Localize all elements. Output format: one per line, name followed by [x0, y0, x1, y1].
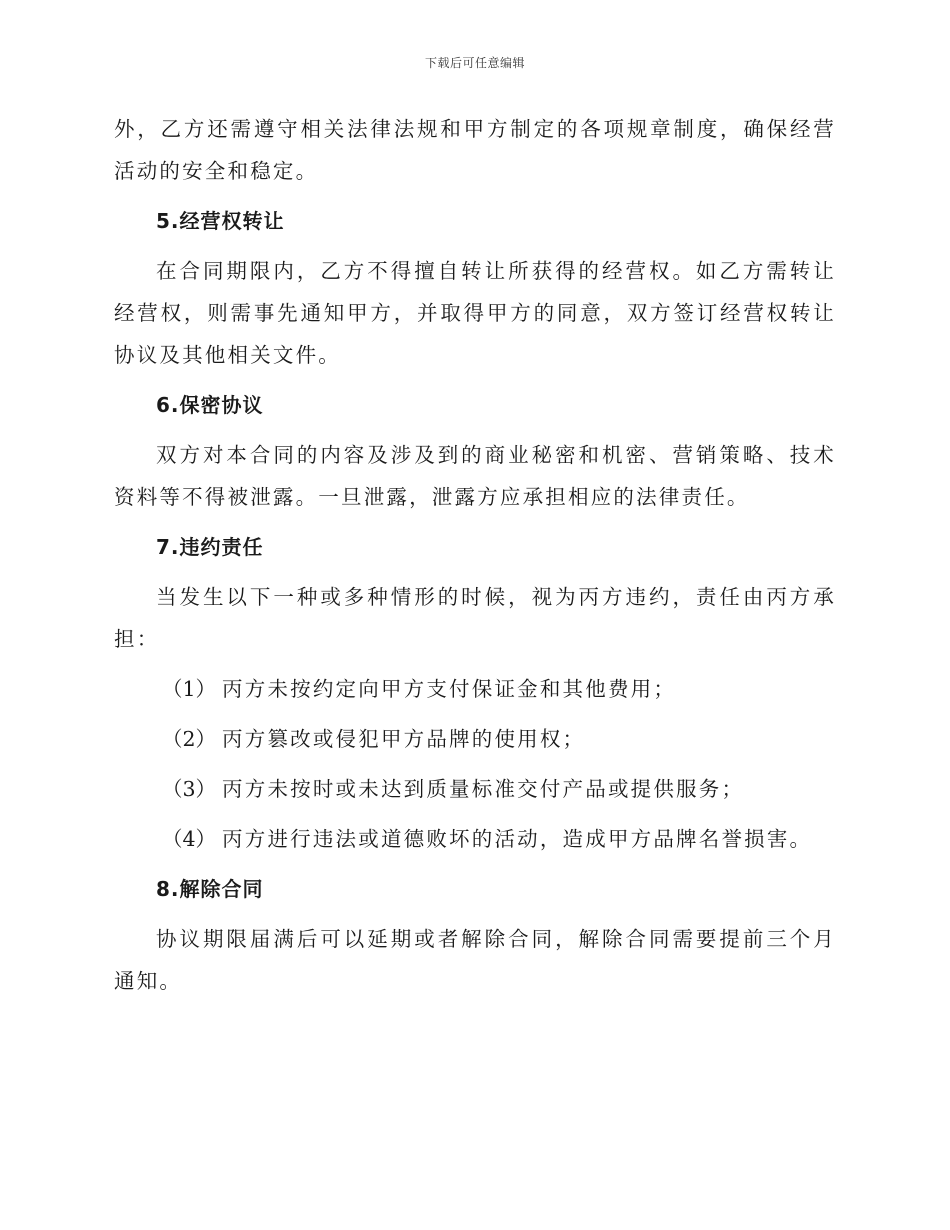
list-item-text: 丙方篡改或侵犯甲方品牌的使用权； [222, 727, 586, 751]
section-5-title: 5.经营权转让 [156, 209, 285, 233]
section-7-title: 7.违约责任 [156, 535, 264, 559]
list-item [114, 818, 836, 860]
list-item-number: （4） [162, 827, 217, 851]
intro-paragraph: 外，乙方还需遵守相关法律法规和甲方制定的各项规章制度，确保经营活动的安全和稳定。 [114, 117, 836, 183]
list-item-number: （3） [162, 777, 217, 801]
section-5-paragraph: 在合同期限内，乙方不得擅自转让所获得的经营权。如乙方需转让经营权，则需事先通知甲方，并取得甲方的同意，双方签订经营权转让协议及其他相关文件。 [114, 259, 836, 367]
section-8-paragraph: 协议期限届满后可以延期或者解除合同，解除合同需要提前三个月通知。 [114, 927, 836, 993]
document-body [114, 108, 836, 1010]
list-item-text: 丙方进行违法或道德败坏的活动，造成甲方品牌名誉损害。 [222, 827, 813, 851]
section-6-paragraph: 双方对本合同的内容及涉及到的商业秘密和机密、营销策略、技术资料等不得被泄露。一旦泄露，泄露方应承担相应的法律责任。 [114, 443, 836, 509]
list-item-number: （2） [162, 727, 217, 751]
section-6-title: 6.保密协议 [156, 393, 264, 417]
list-item [114, 768, 836, 810]
list-item-text: 丙方未按时或未达到质量标准交付产品或提供服务； [222, 777, 745, 801]
section-8-title: 8.解除合同 [156, 877, 264, 901]
page-header: 下载后可任意编辑 [424, 56, 525, 70]
section-7-paragraph: 当发生以下一种或多种情形的时候，视为丙方违约，责任由丙方承担： [114, 585, 836, 651]
list-item [114, 668, 836, 710]
list-item-number: （1） [162, 677, 217, 701]
list-item [114, 718, 836, 760]
list-item-text: 丙方未按约定向甲方支付保证金和其他费用； [222, 677, 677, 701]
